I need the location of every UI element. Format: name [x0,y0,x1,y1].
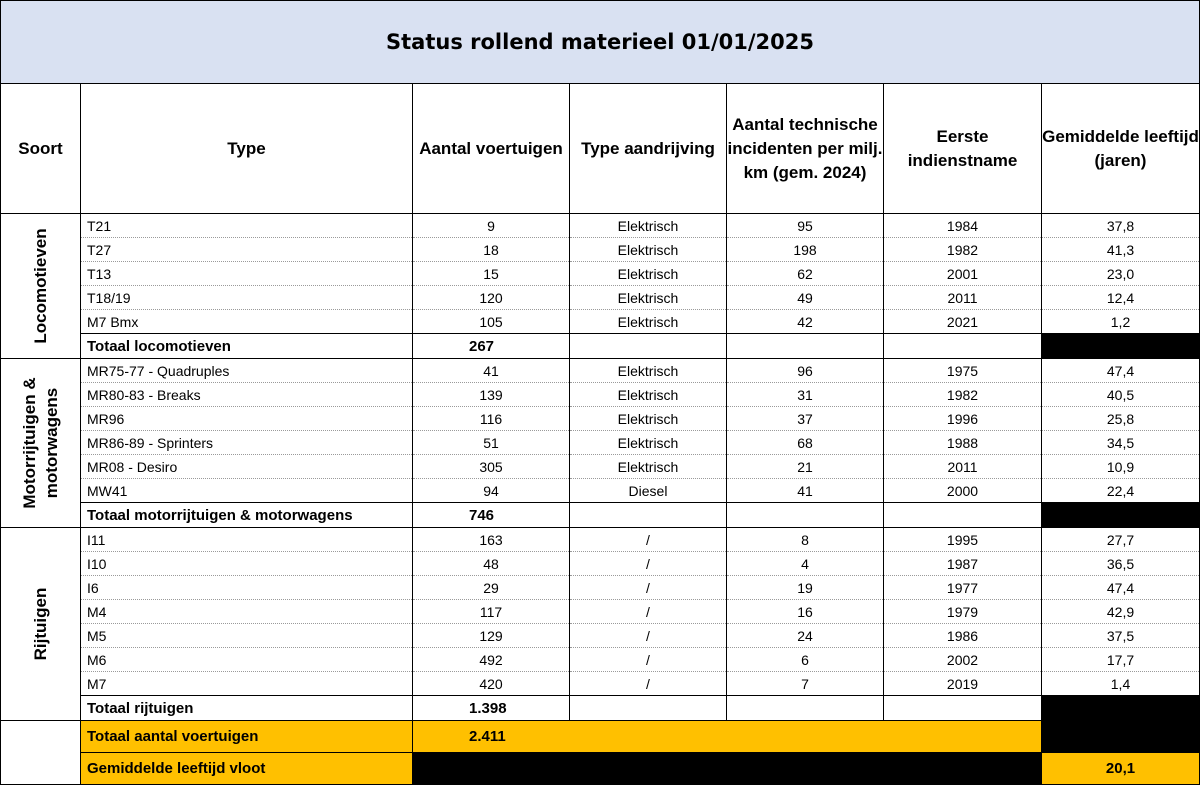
cell-incidenten: 62 [727,262,884,286]
header-soort: Soort [1,84,81,214]
cell-aandrijving: Elektrisch [570,407,727,431]
cell-indienst: 2000 [884,479,1042,503]
cell-indienst: 2011 [884,286,1042,310]
group-label-text [19,377,63,508]
table-row [1,431,1200,455]
cell-indienst: 1979 [884,600,1042,624]
cell-incidenten: 96 [727,359,884,383]
cell-aandrijving: Elektrisch [570,383,727,407]
total-label: Totaal locomotieven [81,334,413,359]
group-label-line1: Motorrijtuigen & [19,377,39,509]
cell-type: M7 [81,672,413,696]
cell-leeftijd: 17,7 [1042,648,1200,672]
cell-aantal: 48 [413,552,570,576]
cell-incidenten: 31 [727,383,884,407]
average-age-label: Gemiddelde leeftijd vloot [81,753,413,785]
empty-cell [884,334,1042,359]
cell-type: T18/19 [81,286,413,310]
cell-leeftijd: 1,2 [1042,310,1200,334]
cell-leeftijd: 42,9 [1042,600,1200,624]
cell-leeftijd: 47,4 [1042,359,1200,383]
group-label-locomotieven [1,214,81,359]
cell-aantal: 51 [413,431,570,455]
total-row-locomotieven [1,334,1200,359]
empty-cell [884,503,1042,528]
table-row [1,407,1200,431]
cell-aantal: 9 [413,214,570,238]
table-row [1,310,1200,334]
table-row [1,528,1200,552]
cell-indienst: 2011 [884,455,1042,479]
cell-aantal: 94 [413,479,570,503]
cell-incidenten: 198 [727,238,884,262]
cell-leeftijd: 27,7 [1042,528,1200,552]
table-row [1,286,1200,310]
cell-type: T27 [81,238,413,262]
cell-aantal: 105 [413,310,570,334]
cell-incidenten: 41 [727,479,884,503]
cell-incidenten: 49 [727,286,884,310]
header-incidenten: Aantal technische incidenten per milj. km (gem. 2024) [727,84,884,214]
cell-type: M7 Bmx [81,310,413,334]
total-row-motorrijtuigen [1,503,1200,528]
total-value: 1.398 [413,696,570,721]
cell-leeftijd: 40,5 [1042,383,1200,407]
cell-type: MR86-89 - Sprinters [81,431,413,455]
group-label-rijtuigen [1,528,81,721]
cell-aandrijving: Diesel [570,479,727,503]
cell-aantal: 116 [413,407,570,431]
cell-type: M6 [81,648,413,672]
group-label-text: Rijtuigen [30,587,50,661]
table-row [1,214,1200,238]
black-filler [1042,334,1200,359]
cell-aandrijving: Elektrisch [570,359,727,383]
black-filler [413,753,1042,785]
cell-indienst: 1986 [884,624,1042,648]
cell-indienst: 1984 [884,214,1042,238]
cell-type: M4 [81,600,413,624]
cell-incidenten: 4 [727,552,884,576]
empty-cell [727,503,884,528]
cell-aantal: 129 [413,624,570,648]
table-row [1,455,1200,479]
table-row [1,238,1200,262]
cell-incidenten: 21 [727,455,884,479]
cell-indienst: 2002 [884,648,1042,672]
grand-total-row [1,721,1200,753]
cell-indienst: 2021 [884,310,1042,334]
rolling-stock-table [0,83,1200,785]
cell-leeftijd: 25,8 [1042,407,1200,431]
cell-leeftijd: 47,4 [1042,576,1200,600]
cell-indienst: 1995 [884,528,1042,552]
table-row [1,383,1200,407]
empty-cell [570,696,727,721]
group-label-line2: motorwagens [41,387,61,499]
cell-leeftijd: 41,3 [1042,238,1200,262]
cell-type: T21 [81,214,413,238]
average-age-value: 20,1 [1042,753,1200,785]
cell-type: I6 [81,576,413,600]
header-aandrijving: Type aandrijving [570,84,727,214]
grand-total-value: 2.411 [413,721,1042,753]
cell-aantal: 420 [413,672,570,696]
header-indienst: Eerste indienstname [884,84,1042,214]
table-row [1,576,1200,600]
cell-leeftijd: 34,5 [1042,431,1200,455]
cell-indienst: 1996 [884,407,1042,431]
cell-leeftijd: 23,0 [1042,262,1200,286]
cell-aantal: 492 [413,648,570,672]
cell-aantal: 41 [413,359,570,383]
cell-indienst: 2019 [884,672,1042,696]
cell-leeftijd: 37,5 [1042,624,1200,648]
table-row [1,600,1200,624]
cell-indienst: 1975 [884,359,1042,383]
cell-aandrijving: Elektrisch [570,455,727,479]
sheet-title: Status rollend materieel 01/01/2025 [0,0,1200,84]
header-type: Type [81,84,413,214]
black-filler [1042,696,1200,721]
cell-type: MR96 [81,407,413,431]
table-row [1,359,1200,383]
cell-aantal: 305 [413,455,570,479]
empty-cell [727,696,884,721]
cell-incidenten: 7 [727,672,884,696]
cell-indienst: 1982 [884,238,1042,262]
empty-cell [1,721,81,785]
cell-indienst: 1977 [884,576,1042,600]
cell-aandrijving: Elektrisch [570,286,727,310]
table-row [1,672,1200,696]
empty-cell [570,503,727,528]
cell-incidenten: 19 [727,576,884,600]
table-row [1,479,1200,503]
cell-type: MW41 [81,479,413,503]
table-row [1,624,1200,648]
cell-incidenten: 16 [727,600,884,624]
cell-incidenten: 42 [727,310,884,334]
cell-aantal: 163 [413,528,570,552]
cell-aantal: 120 [413,286,570,310]
cell-aandrijving: / [570,576,727,600]
cell-type: I10 [81,552,413,576]
cell-aandrijving: Elektrisch [570,214,727,238]
header-leeftijd: Gemiddelde leeftijd (jaren) [1042,84,1200,214]
cell-aandrijving: / [570,600,727,624]
grand-total-label: Totaal aantal voertuigen [81,721,413,753]
cell-type: MR75-77 - Quadruples [81,359,413,383]
black-filler [1042,503,1200,528]
cell-aandrijving: / [570,528,727,552]
total-value: 267 [413,334,570,359]
cell-indienst: 1987 [884,552,1042,576]
cell-incidenten: 95 [727,214,884,238]
total-label: Totaal motorrijtuigen & motorwagens [81,503,413,528]
table-row [1,262,1200,286]
empty-cell [727,334,884,359]
cell-leeftijd: 10,9 [1042,455,1200,479]
cell-leeftijd: 1,4 [1042,672,1200,696]
cell-leeftijd: 12,4 [1042,286,1200,310]
empty-cell [884,696,1042,721]
cell-aandrijving: / [570,648,727,672]
table-body [1,214,1200,785]
cell-type: MR08 - Desiro [81,455,413,479]
cell-indienst: 1982 [884,383,1042,407]
cell-aantal: 18 [413,238,570,262]
cell-incidenten: 68 [727,431,884,455]
cell-incidenten: 8 [727,528,884,552]
empty-cell [570,334,727,359]
cell-leeftijd: 37,8 [1042,214,1200,238]
cell-type: M5 [81,624,413,648]
cell-leeftijd: 36,5 [1042,552,1200,576]
cell-type: T13 [81,262,413,286]
cell-aandrijving: Elektrisch [570,431,727,455]
average-age-row [1,753,1200,785]
total-label: Totaal rijtuigen [81,696,413,721]
total-row-rijtuigen [1,696,1200,721]
table-row [1,648,1200,672]
cell-aantal: 29 [413,576,570,600]
cell-indienst: 1988 [884,431,1042,455]
cell-leeftijd: 22,4 [1042,479,1200,503]
total-value: 746 [413,503,570,528]
cell-aandrijving: / [570,552,727,576]
cell-aandrijving: Elektrisch [570,238,727,262]
cell-incidenten: 6 [727,648,884,672]
cell-aandrijving: / [570,672,727,696]
cell-aandrijving: Elektrisch [570,262,727,286]
cell-aantal: 117 [413,600,570,624]
header-aantal: Aantal voertuigen [413,84,570,214]
black-filler [1042,721,1200,753]
table-row [1,552,1200,576]
header-row [1,84,1200,214]
cell-aandrijving: Elektrisch [570,310,727,334]
group-label-text: Locomotieven [30,228,50,344]
group-label-motorrijtuigen [1,359,81,528]
cell-type: MR80-83 - Breaks [81,383,413,407]
cell-incidenten: 37 [727,407,884,431]
cell-aantal: 15 [413,262,570,286]
cell-incidenten: 24 [727,624,884,648]
cell-aantal: 139 [413,383,570,407]
cell-aandrijving: / [570,624,727,648]
cell-type: I11 [81,528,413,552]
cell-indienst: 2001 [884,262,1042,286]
